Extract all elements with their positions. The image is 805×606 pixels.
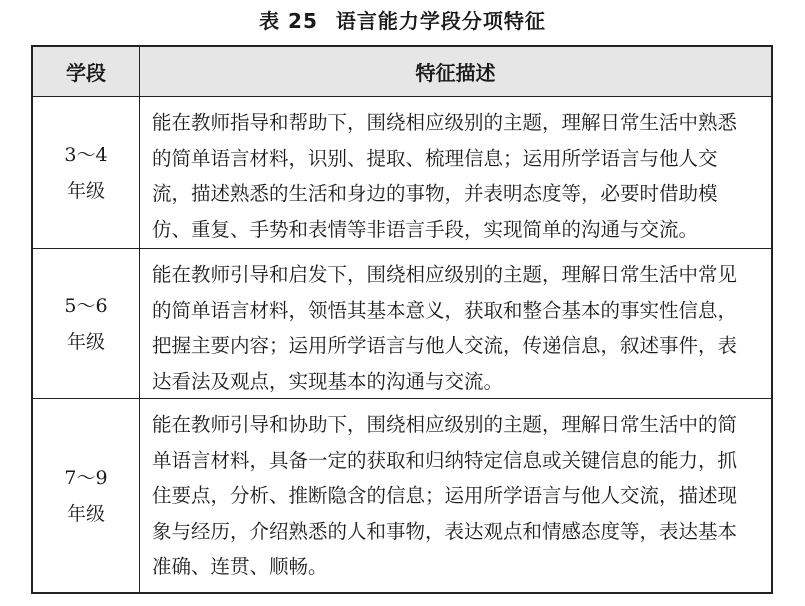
- table-row: [33, 399, 771, 592]
- header-stage: 学段: [33, 47, 140, 96]
- description-line: 能在教师引导和启发下，围绕相应级别的主题，理解日常生活中常见: [152, 263, 738, 286]
- header-description: 特征描述: [415, 61, 496, 85]
- description-line: 准确、连贯、顺畅。: [152, 555, 328, 578]
- stage-unit: 年级: [66, 502, 105, 525]
- description-cell: [140, 249, 771, 398]
- description-line: 能在教师指导和帮助下，围绕相应级别的主题，理解日常生活中熟悉: [152, 111, 738, 134]
- description-line: 能在教师引导和协助下，围绕相应级别的主题，理解日常生活中的简: [152, 413, 738, 436]
- description-line: 的简单语言材料，识别、提取、梳理信息；运用所学语言与他人交: [152, 146, 718, 170]
- description-line: 象与经历，介绍熟悉的人和事物，表达观点和情感态度等，表达基本: [152, 519, 738, 543]
- table-number: 表 25: [259, 9, 318, 33]
- stage-range: 5～6: [64, 294, 108, 317]
- stage-cell: [33, 399, 140, 592]
- description-line: 的简单语言材料，领悟其基本意义，获取和整合基本的事实性信息，: [152, 298, 738, 322]
- stage-range: 7～9: [64, 466, 108, 489]
- stage-unit: 年级: [66, 330, 105, 353]
- table-caption: 语言能力学段分项特征: [335, 9, 546, 33]
- stage-cell: [33, 97, 140, 248]
- table-title: [0, 8, 805, 34]
- stage-cell: [33, 249, 140, 398]
- table-header-row: [33, 47, 771, 97]
- stage-unit: 年级: [66, 179, 105, 202]
- description-cell: [140, 399, 771, 592]
- description-line: 仿、重复、手势和表情等非语言手段，实现简单的沟通与交流。: [152, 217, 699, 241]
- description-cell: [140, 97, 771, 248]
- stage-range: 3～4: [64, 143, 108, 166]
- description-line: 流，描述熟悉的生活和身边的事物，并表明态度等，必要时借助模: [152, 182, 718, 205]
- characteristics-table: [31, 45, 773, 594]
- description-line: 把握主要内容；运用所学语言与他人交流，传递信息，叙述事件，表: [152, 334, 738, 357]
- description-line: 达看法及观点，实现基本的沟通与交流。: [152, 369, 504, 393]
- table-row: [33, 97, 771, 249]
- description-line: 住要点，分析、推断隐含的信息；运用所学语言与他人交流，描述现: [152, 484, 738, 507]
- table-row: [33, 249, 771, 399]
- description-line: 单语言材料，具备一定的获取和归纳特定信息或关键信息的能力，抓: [152, 448, 738, 472]
